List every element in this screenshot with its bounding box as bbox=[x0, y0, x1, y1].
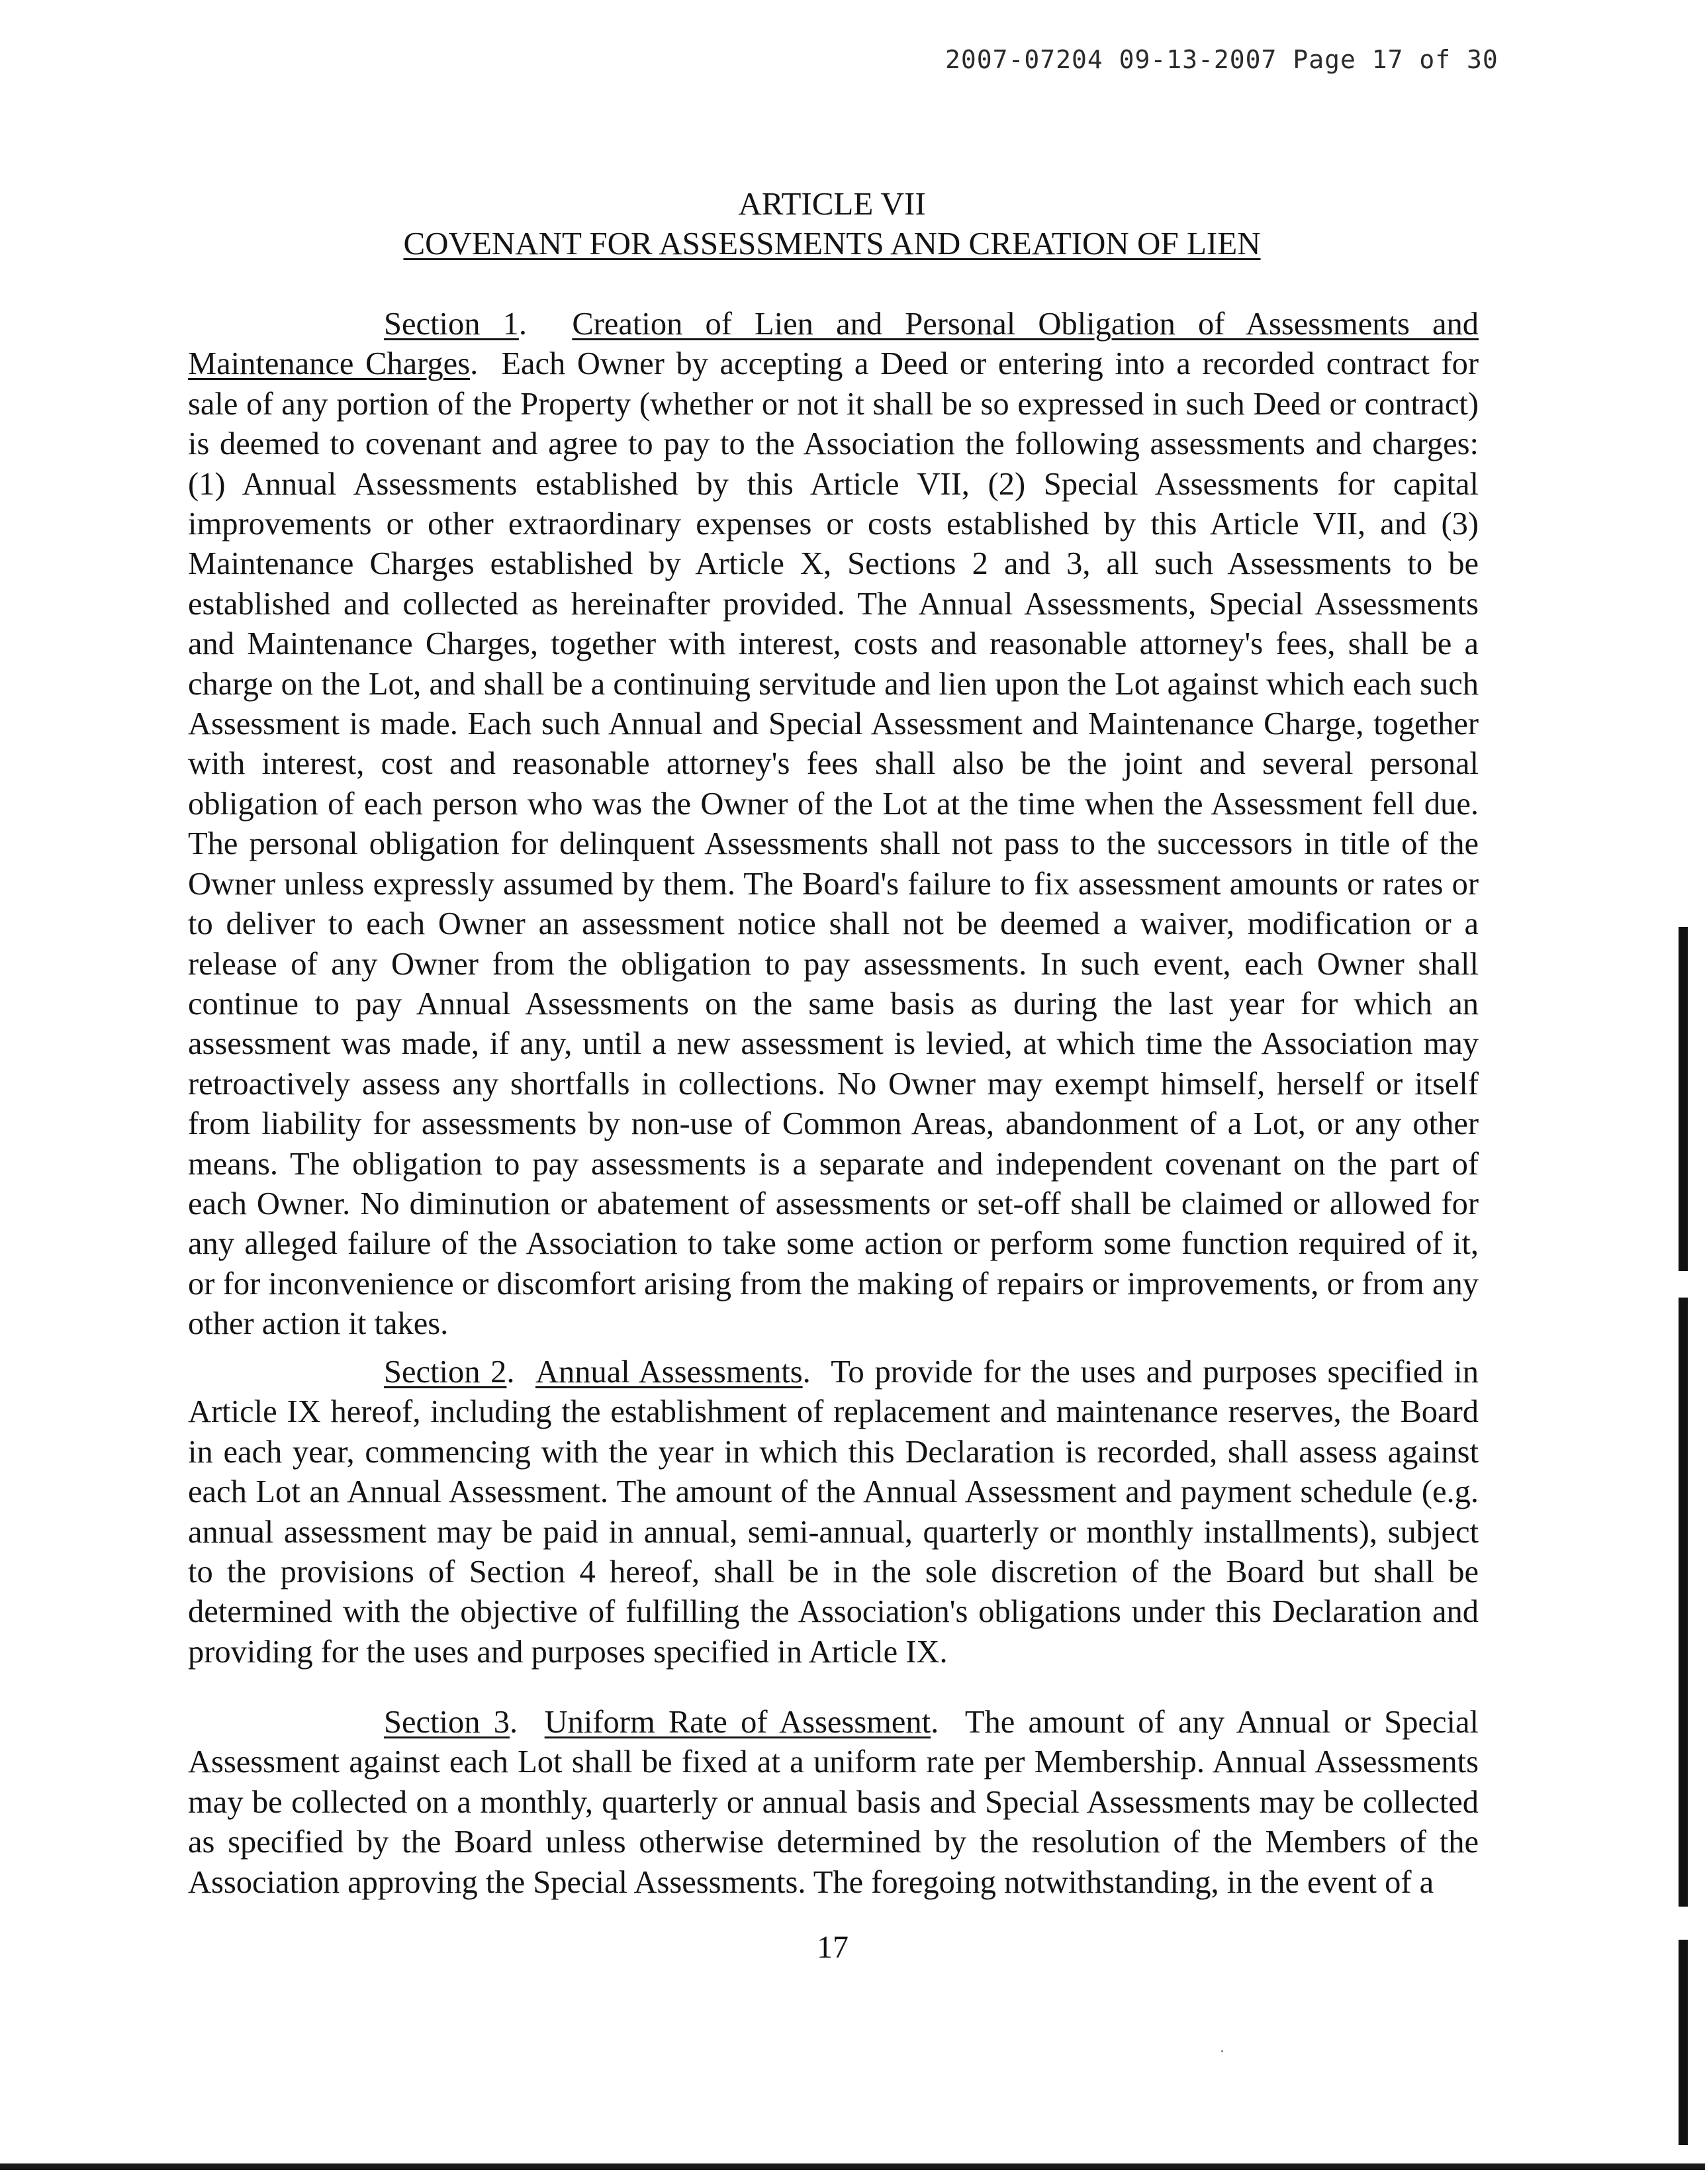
section-2-heading: Annual Assessments bbox=[535, 1354, 803, 1390]
section-1-heading: Creation of Lien and Personal Obligation of Assessments and Maintenance Charges bbox=[188, 307, 1479, 382]
page-number: 17 bbox=[817, 1930, 849, 1965]
section-1-body: Each Owner by accepting a Deed or entering into a recorded contract for sale of any portion of the Property (whether or not it shall be so expressed in such Deed or contract) is deemed to covenant and agree to pay to the Association the following assessments and charges: (1) Annual Assessments established by this Article VII, (2) Special Assessments for capital improvements or other extraordinary expenses or costs established by this Article VII, and (3) Maintenance Charges established by Article X, Sections 2 and 3, all such Assessments to be established and collected as hereinafter provided. The Annual Assessments, Special Assessments and Maintenance Charges, together with interest, costs and reasonable attorney's fees, shall be a charge on the Lot, and shall be a continuing servitude and lien upon the Lot against which each such Assessment is made. Each such Annual and Special Assessment and Maintenance Charge, together with interest, cost and reasonable attorney's fees shall also be the joint and several personal obligation of each person who was the Owner of the Lot at the time when the Assessment fell due. The personal obligation for delinquent Assessments shall not pass to the successors in title of the Owner unless expressly assumed by them. The Board's failure to fix assessment amounts or rates or to deliver to each Owner an assessment notice shall not be deemed a waiver, modification or a release of any Owner from the obligation to pay assessments. In such event, each Owner shall continue to pay Annual Assessments on the same basis as during the last year for which an assessment was made, if any, until a new assessment is levied, at which time the Association may retroactively assess any shortfalls in collections. No Owner may exempt himself, herself or itself from liability for assessments by non-use of Common Areas, abandonment of a Lot, or any other means. The obligation to pay assessments is a separate and independent covenant on the part of each Owner. No diminution or abatement of assessments or set-off shall be claimed or allowed for any alleged failure of the Association to take some action or perform some function required of it, or for inconvenience or discomfort arising from the making of repairs or improvements, or from any other action it takes. bbox=[188, 346, 1479, 1342]
section-1-label: Section 1 bbox=[384, 307, 519, 342]
fax-header: 2007-07204 09-13-2007 Page 17 of 30 bbox=[945, 45, 1498, 74]
scan-edge-mark-lower bbox=[1679, 1940, 1688, 2145]
article-number: ARTICLE VII bbox=[738, 185, 926, 222]
section-3-body: The amount of any Annual or Special Assessment against each Lot shall be fixed at a uniform rate per Membership. Annual Assessments may be collected on a monthly, quarterly or annual basis and Special Assessments may be collected as specified by the Board unless otherwise determined by the resolution of the Members of the Association approving the Special Assessments. The foregoing notwithstanding, in the event of a bbox=[188, 1705, 1479, 1900]
scan-bottom-rule bbox=[0, 2163, 1705, 2170]
article-heading bbox=[185, 184, 1479, 263]
section-2-paragraph: Section 2. Annual Assessments. To provide for the uses and purposes specified in Article IX hereof, including the establishment of replacement and maintenance reserves, the Board in each year, commencing with the year in which this Declaration is recorded, shall assess against each Lot an Annual Assessment. The amount of the Annual Assessment and payment schedule (e.g. annual assessment may be paid in annual, semi-annual, quarterly or monthly installments), subject to the provisions of Section 4 hereof, shall be in the sole discretion of the Board but shall be determined with the objective of fulfilling the Association's obligations under this Declaration and providing for the uses and purposes specified in Article IX. bbox=[188, 1354, 1479, 1670]
section-2-label: Section 2 bbox=[384, 1354, 507, 1390]
section-2-body: To provide for the uses and purposes specified in Article IX hereof, including the establishment of replacement and maintenance reserves, the Board in each year, commencing with the year in which this Declaration is recorded, shall assess against each Lot an Annual Assessment. The amount of the Annual Assessment and payment schedule (e.g. annual assessment may be paid in annual, semi-annual, quarterly or monthly installments), subject to the provisions of Section 4 hereof, shall be in the sole discretion of the Board but shall be determined with the objective of fulfilling the Association's obligations under this Declaration and providing for the uses and purposes specified in Article IX. bbox=[188, 1354, 1479, 1670]
section-3-paragraph: Section 3. Uniform Rate of Assessment. The amount of any Annual or Special Assessment against each Lot shall be fixed at a uniform rate per Membership. Annual Assessments may be collected on a monthly, quarterly or annual basis and Special Assessments may be collected as specified by the Board unless otherwise determined by the resolution of the Members of the Association approving the Special Assessments. The foregoing notwithstanding, in the event of a bbox=[188, 1705, 1479, 1900]
scan-edge-mark-upper bbox=[1679, 927, 1688, 1271]
article-title: COVENANT FOR ASSESSMENTS AND CREATION OF LIEN bbox=[403, 225, 1261, 261]
scan-edge-mark-middle bbox=[1679, 1298, 1688, 1907]
section-1-paragraph: Section 1. Creation of Lien and Personal Obligation of Assessments and Maintenance Charges. Each Owner by accepting a Deed or entering into a recorded contract for sale of any portion of the Property (whether or not it shall be so expressed in such Deed or contract) is deemed to covenant and agree to pay to the Association the following assessments and charges: (1) Annual Assessments established by this Article VII, (2) Special Assessments for capital improvements or other extraordinary expenses or costs established by this Article VII, and (3) Maintenance Charges established by Article X, Sections 2 and 3, all such Assessments to be established and collected as hereinafter provided. The Annual Assessments, Special Assessments and Maintenance Charges, together with interest, costs and reasonable attorney's fees, shall be a charge on the Lot, and shall be a continuing servitude and lien upon the Lot against which each such Assessment is made. Each such Annual and Special Assessment and Maintenance Charge, together with interest, cost and reasonable attorney's fees shall also be the joint and several personal obligation of each person who was the Owner of the Lot at the time when the Assessment fell due. The personal obligation for delinquent Assessments shall not pass to the successors in title of the Owner unless expressly assumed by them. The Board's failure to fix assessment amounts or rates or to deliver to each Owner an assessment notice shall not be deemed a waiver, modification or a release of any Owner from the obligation to pay assessments. In such event, each Owner shall continue to pay Annual Assessments on the same basis as during the last year for which an assessment was made, if any, until a new assessment is levied, at which time the Association may retroactively assess any shortfalls in collections. No Owner may exempt himself, herself or itself from liability for assessments by non-use of Common Areas, abandonment of a Lot, or any other means. The obligation to pay assessments is a separate and independent covenant on the part of each Owner. No diminution or abatement of assessments or set-off shall be claimed or allowed for any alleged failure of the Association to take some action or perform some function required of it, or for inconvenience or discomfort arising from the making of repairs or improvements, or from any other action it takes. bbox=[188, 307, 1479, 1342]
scan-speck bbox=[1221, 2050, 1223, 2052]
section-3-heading: Uniform Rate of Assessment bbox=[544, 1705, 931, 1740]
section-3-label: Section 3 bbox=[384, 1705, 510, 1740]
